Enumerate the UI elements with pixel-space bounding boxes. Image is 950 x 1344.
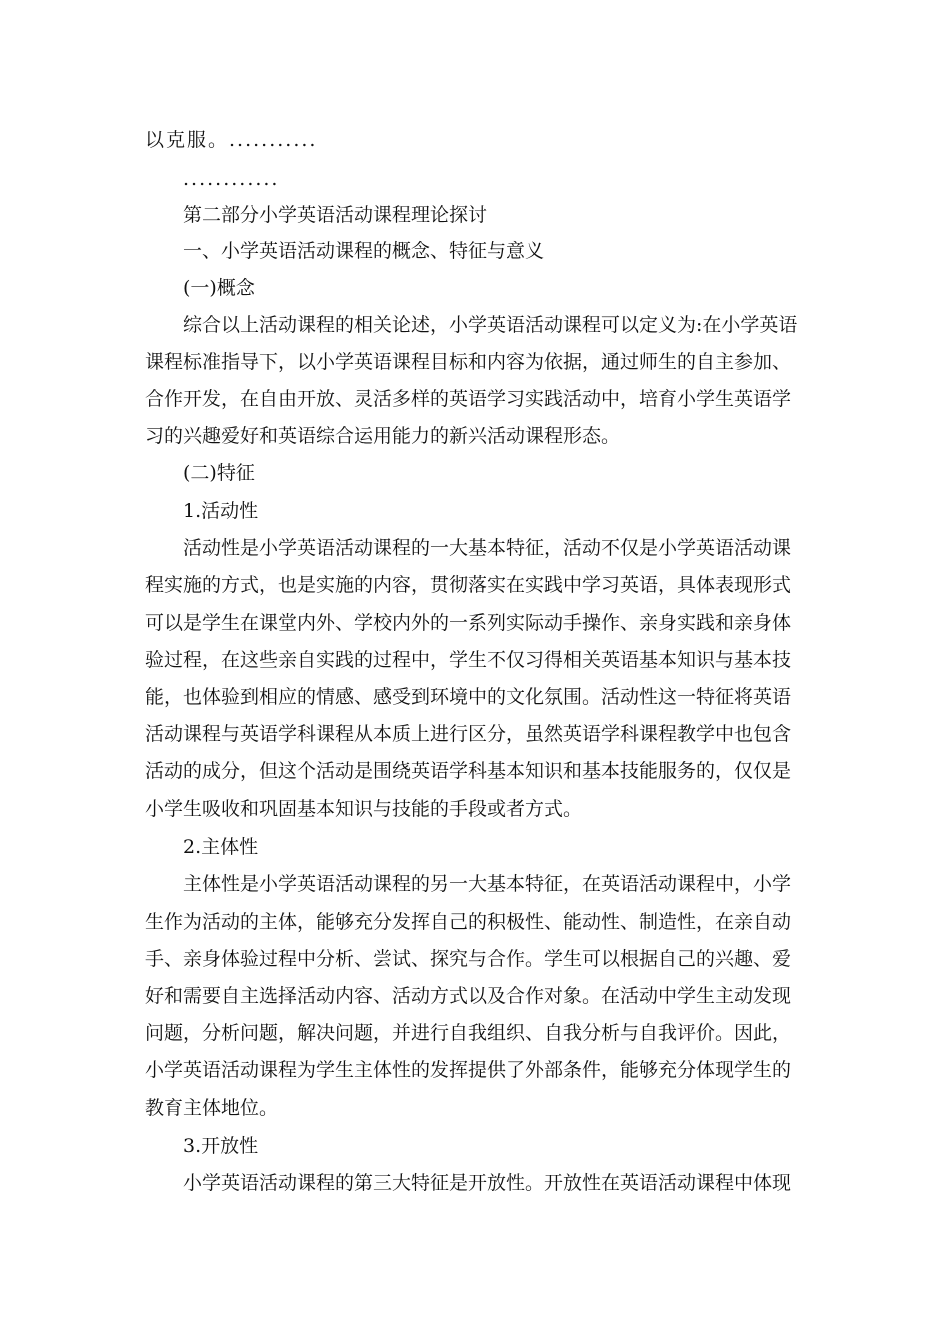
paragraph-line: 好和需要自主选择活动内容、活动方式以及合作对象。在活动中学生主动发现 (145, 985, 792, 1007)
subsection-heading: (二)特征 (183, 462, 255, 484)
paragraph-line: 活动性是小学英语活动课程的一大基本特征，活动不仅是小学英语活动课 (183, 537, 792, 559)
paragraph-line: 可以是学生在课堂内外、学校内外的一系列实际动手操作、亲身实践和亲身体 (145, 612, 792, 634)
paragraph-line: 教育主体地位。 (145, 1097, 279, 1119)
subsection-heading: 一、小学英语活动课程的概念、特征与意义 (183, 240, 545, 262)
paragraph-line: 手、亲身体验过程中分析、尝试、探究与合作。学生可以根据自己的兴趣、爱 (145, 948, 792, 970)
item-heading: 3.开放性 (183, 1135, 259, 1157)
paragraph-line: 活动课程与英语学科课程从本质上进行区分，虽然英语学科课程教学中也包含 (145, 723, 792, 745)
paragraph-line: 小学英语活动课程的第三大特征是开放性。开放性在英语活动课程中体现 (183, 1172, 792, 1194)
paragraph-line: 能，也体验到相应的情感、感受到环境中的文化氛围。活动性这一特征将英语 (145, 686, 792, 708)
paragraph-line: 小学英语活动课程为学生主体性的发挥提供了外部条件，能够充分体现学生的 (145, 1059, 792, 1081)
section-heading: 第二部分小学英语活动课程理论探讨 (183, 204, 488, 226)
paragraph-line: 合作开发，在自由开放、灵活多样的英语学习实践活动中，培育小学生英语学 (145, 388, 792, 410)
paragraph-line: 习的兴趣爱好和英语综合运用能力的新兴活动课程形态。 (145, 425, 621, 447)
text-line: ............ (183, 168, 280, 190)
subsection-heading: (一)概念 (183, 277, 255, 299)
paragraph-line: 问题，分析问题，解决问题，并进行自我组织、自我分析与自我评价。因此， (145, 1022, 792, 1044)
paragraph-line: 验过程，在这些亲自实践的过程中，学生不仅习得相关英语基本知识与基本技 (145, 649, 792, 671)
paragraph-line: 活动的成分，但这个活动是围绕英语学科基本知识和基本技能服务的，仅仅是 (145, 760, 792, 782)
item-heading: 1.活动性 (183, 500, 259, 522)
paragraph-line: 课程标准指导下，以小学英语课程目标和内容为依据，通过师生的自主参加、 (145, 351, 792, 373)
paragraph-line: 小学生吸收和巩固基本知识与技能的手段或者方式。 (145, 798, 583, 820)
item-heading: 2.主体性 (183, 836, 259, 858)
paragraph-line: 主体性是小学英语活动课程的另一大基本特征，在英语活动课程中，小学 (183, 873, 792, 895)
text-line: 以克服。........... (145, 129, 318, 151)
paragraph-line: 综合以上活动课程的相关论述，小学英语活动课程可以定义为:在小学英语 (183, 314, 798, 336)
paragraph-line: 生作为活动的主体，能够充分发挥自己的积极性、能动性、制造性，在亲自动 (145, 911, 792, 933)
paragraph-line: 程实施的方式，也是实施的内容，贯彻落实在实践中学习英语，具体表现形式 (145, 574, 792, 596)
